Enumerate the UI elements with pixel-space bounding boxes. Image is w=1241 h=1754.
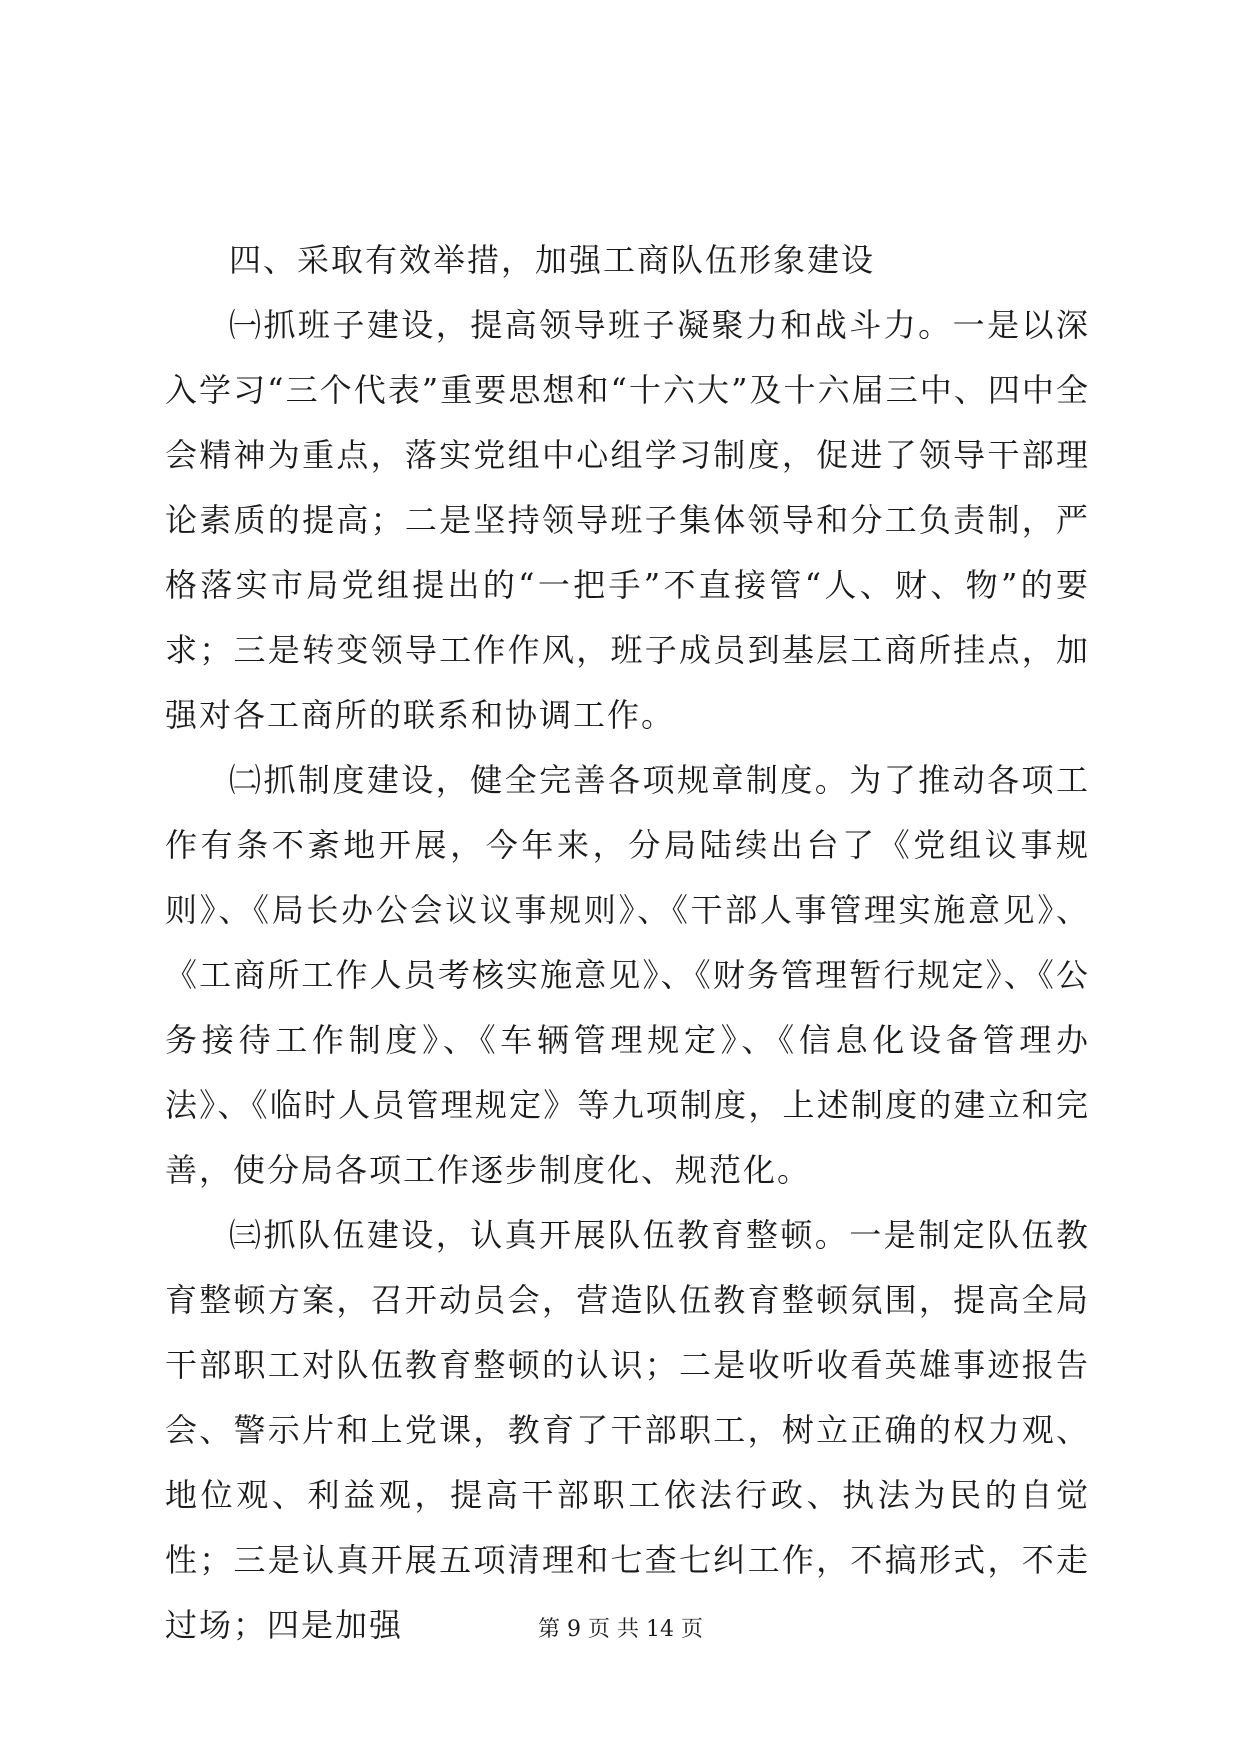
page-footer: 第 9 页 共 14 页: [538, 1617, 703, 1642]
paragraph-team-building: ㈠抓班子建设，提高领导班子凝聚力和战斗力。一是以深入学习“三个代表”重要思想和“十六大”及十六届三中、四中全会精神为重点，落实党组中心组学习制度，促进了领导干部理论素质的提高；二是坚持领导班子集体领导和分工负责制，严格落实市局党组提出的“一把手”不直接管“人、财、物”的要求；三是转变领导工作作风，班子成员到基层工商所挂点，加强对各工商所的联系和协调工作。: [165, 306, 1090, 734]
document-body: [165, 228, 1090, 1658]
paragraph-staff-building: ㈢抓队伍建设，认真开展队伍教育整顿。一是制定队伍教育整顿方案，召开动员会，营造队伍教育整顿氛围，提高全局干部职工对队伍教育整顿的认识；二是收听收看英雄事迹报告会、警示片和上党课，教育了干部职工，树立正确的权力观、地位观、利益观，提高干部职工依法行政、执法为民的自觉性；三是认真开展五项清理和七查七纠工作，不搞形式，不走过场；四是加强: [165, 1216, 1090, 1644]
paragraph-system-building: ㈡抓制度建设，健全完善各项规章制度。为了推动各项工作有条不紊地开展，今年来，分局陆续出台了《党组议事规则》、《局长办公会议议事规则》、《干部人事管理实施意见》、《工商所工作人员考核实施意见》、《财务管理暂行规定》、《公务接待工作制度》、《车辆管理规定》、《信息化设备管理办法》、《临时人员管理规定》等九项制度，上述制度的建立和完善，使分局各项工作逐步制度化、规范化。: [165, 761, 1090, 1189]
section-heading: 四、采取有效举措，加强工商队伍形象建设: [229, 241, 876, 279]
